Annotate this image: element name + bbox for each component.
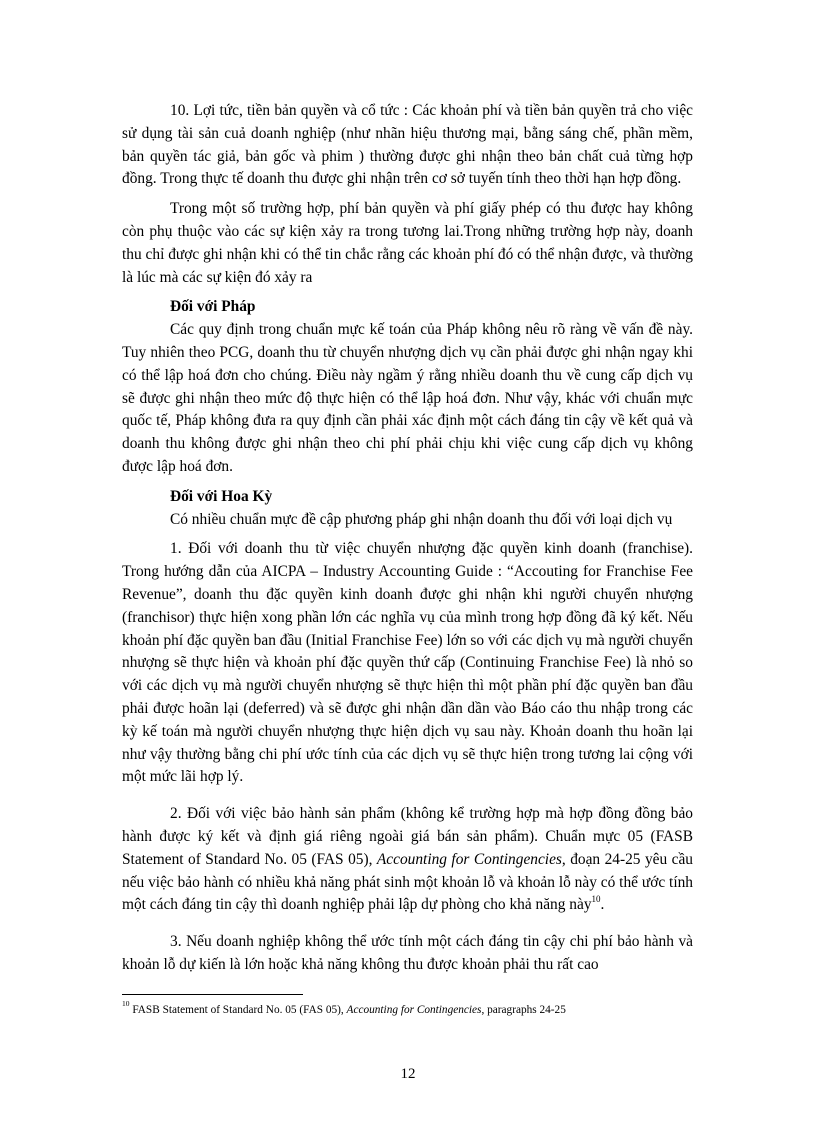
warranty-text-b: , đoạn 24-25 yêu cầu nếu việc bảo hành có nhiều khả năng phát sinh một khoản lỗ và khoản lỗ này có thể ước tính một cách đáng tin cậy thì doanh nghiệp phải lập dự phòng cho khả năng này — [122, 850, 693, 914]
body-text — [122, 100, 693, 977]
warranty-text-end: . — [600, 896, 605, 914]
page-number: 12 — [400, 1066, 416, 1082]
footnote-number: 10 — [122, 999, 130, 1009]
footnote-text-b: , paragraphs 24-25 — [481, 1004, 566, 1016]
paragraph-warranty — [122, 803, 693, 917]
warranty-text-a: 2. Đối với việc bảo hành sản phẩm (không kể trường hợp mà hợp đồng đồng bảo hành được ký kết và định giá riêng ngoài giá bán sản phẩm). Chuẩn mực 05 (FASB Statement of Standard No. 05 (FAS 05), — [122, 805, 693, 868]
heading-france: Đối với Pháp — [170, 298, 256, 316]
footnote — [122, 999, 702, 1017]
footnote-text-a: FASB Statement of Standard No. 05 (FAS 05), — [129, 1004, 347, 1016]
heading-usa: Đối với Hoa Kỳ — [170, 487, 273, 505]
paragraph-franchise: 1. Đối với doanh thu từ việc chuyển nhượng đặc quyền kinh doanh (franchise). Trong hướng dẫn của AICPA – Industry Accounting Guide : “Accouting for Franchise Fee Revenue”, doanh thu đặc quyền kinh doanh được ghi nhận khi người chuyển nhượng (franchisor) thực hiện xong phần lớn các nghĩa vụ của mình trong hợp đồng đã ký kết. Nếu khoản phí đặc quyền ban đầu (Initial Franchise Fee) lớn so với các dịch vụ mà người chuyển nhượng sẽ thực hiện và khoản phí đặc quyền thứ cấp (Continuing Franchise Fee) là nhỏ so với các dịch vụ mà người chuyển nhượng sẽ thực hiện thì một phần phí đặc quyền ban đầu phải được hoãn lại (deferred) và sẽ được ghi nhận dần dần vào Báo cáo thu nhập trong các kỳ kế toán mà người chuyển nhượng thực hiện dịch vụ sau này. Khoản doanh thu hoãn lại như vậy thường bằng chi phí ước tính của các dịch vụ sẽ thực hiện trong tương lai cộng với một mức lãi hợp lý. — [122, 540, 693, 786]
paragraph-usa-intro: Có nhiều chuẩn mực đề cập phương pháp ghi nhận doanh thu đối với loại dịch vụ — [170, 510, 673, 528]
footnote-reference[interactable]: 10 — [591, 894, 601, 905]
footnote-italic-title: Accounting for Contingencies — [346, 1004, 482, 1016]
paragraph-license-fees: Trong một số trường hợp, phí bản quyền và phí giấy phép có thu được hay không còn phụ thuộc vào các sự kiện xảy ra trong tương lai.Trong những trường hợp này, doanh thu chỉ được ghi nhận khi có thể tin chắc rằng các khoản phí đó có thể nhận được, và thường là lúc mà các sự kiện đó xảy ra — [122, 200, 693, 286]
footnote-divider — [122, 994, 303, 995]
paragraph-estimate: 3. Nếu doanh nghiệp không thể ước tính một cách đáng tin cậy chi phí bảo hành và khoản lỗ dự kiến là lớn hoặc khả năng không thu được khoản phải thu rất cao — [122, 933, 693, 973]
warranty-standard-title: Accounting for Contingencies — [376, 850, 562, 868]
paragraph-france: Các quy định trong chuẩn mực kế toán của Pháp không nêu rõ ràng về vấn đề này. Tuy nhiên theo PCG, doanh thu từ chuyển nhượng dịch vụ cần phải được ghi nhận ngay khi có thể lập hoá đơn cho chúng. Điều này ngầm ý rằng nhiều doanh thu về cung cấp dịch vụ sẽ được ghi nhận theo mức độ thực hiện có thể lập hoá đơn. Như vậy, khác với chuẩn mực quốc tế, Pháp không đưa ra quy định cần phải xác định một cách đáng tin cậy về kết quả và doanh thu không được ghi nhận theo chi phí phải chịu khi việc cung cấp dịch vụ không được lập hoá đơn. — [122, 321, 693, 475]
paragraph-royalties: 10. Lợi tức, tiền bản quyền và cổ tức : Các khoản phí và tiền bản quyền trả cho việc sử dụng tài sản cuả doanh nghiệp (như nhãn hiệu thương mại, bằng sáng chế, phần mềm, bản quyền tác giả, bản gốc và phim ) thường được ghi nhận theo bản chất cuả từng hợp đồng. Trong thực tế doanh thu được ghi nhận trên cơ sở tuyến tính theo thời hạn hợp đồng. — [122, 102, 693, 188]
